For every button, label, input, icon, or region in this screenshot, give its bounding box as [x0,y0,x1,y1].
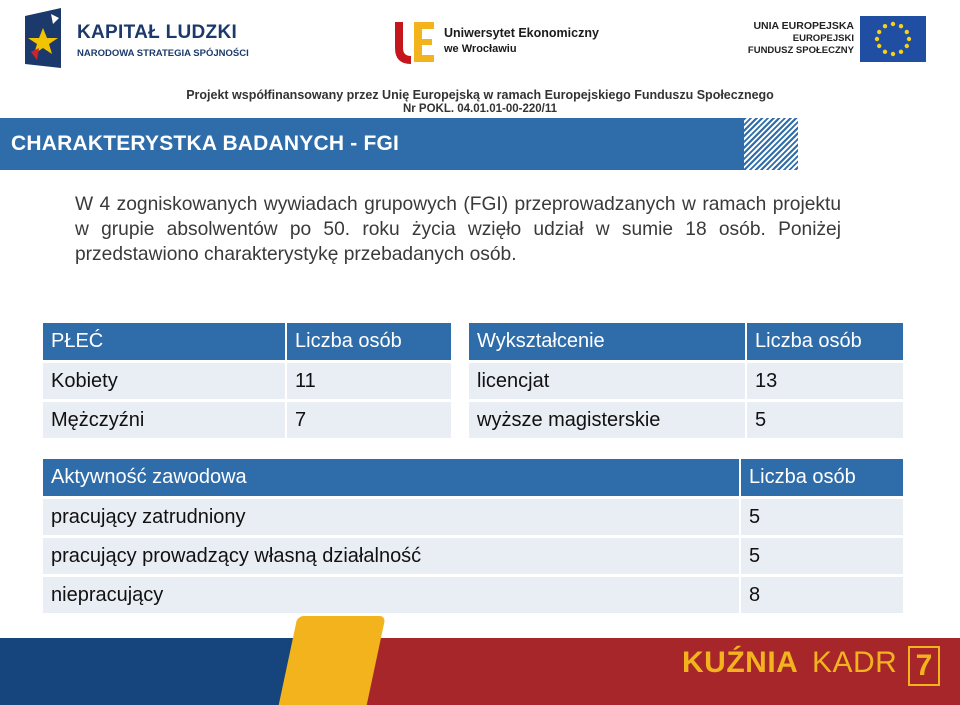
eu-flag-icon [860,16,926,62]
table-header-row [43,323,451,360]
ue-logo-icon [392,18,436,64]
row-value: 13 [745,362,903,399]
page-number: 7 [908,646,940,686]
footer-navy-block [0,638,300,705]
row-label: Mężczyźni [43,401,285,438]
eu-text [748,20,854,58]
eu-fund-label-2: FUNDUSZ SPOŁECZNY [747,45,854,56]
eu-fund-label-1: EUROPEJSKI [792,32,854,44]
kapital-ludzki-subtitle: NARODOWA STRATEGIA SPÓJNOŚCI [77,48,249,59]
title-bar [0,118,960,170]
eu-union-label: UNIA EUROPEJSKA [753,20,854,32]
brand-name-bold: KUŹNIA [682,646,799,679]
row-value: 5 [739,537,903,574]
row-value: 5 [739,498,903,535]
row-value: 8 [739,576,903,613]
row-label: pracujący zatrudniony [43,498,739,535]
row-value: 5 [745,401,903,438]
kapital-ludzki-logo [25,8,255,74]
slide-title: CHARAKTERYSTKA BADANYCH - FGI [11,132,400,155]
university-city: we Wrocławiu [444,43,517,55]
work-activity-table [43,457,903,615]
kapital-ludzki-star-icon [25,8,67,70]
row-label: wyższe magisterskie [469,401,745,438]
row-label: Kobiety [43,362,285,399]
table-row [469,401,903,438]
table-header-row [469,323,903,360]
table-row [43,537,903,574]
row-value: 7 [285,401,451,438]
brand-name-light: KADR [812,646,898,679]
table-row [43,576,903,613]
kapital-ludzki-title: KAPITAŁ LUDZKI [77,22,238,43]
university-logo [392,18,599,66]
project-funding-line: Projekt współfinansowany przez Unię Europejską w ramach Europejskiego Funduszu Społecznego [186,88,774,102]
table-header-row [43,459,903,496]
title-bar-hatch-decoration [744,118,798,170]
intro-paragraph: W 4 zogniskowanych wywiadach grupowych (FGI) przeprowadzanych w ramach projektu w grupie absolwentów po 50. roku życia wzięło udział w sumie 18 osób. Poniżej przedstawiono charakterystykę przebadanych osób. [75,194,841,265]
table-row [43,362,451,399]
row-label: niepracujący [43,576,739,613]
row-label: pracujący prowadzący własną działalność [43,537,739,574]
header-work-activity: Aktywność zawodowa [43,459,739,496]
header-count: Liczba osób [745,323,903,360]
footer-band [0,630,960,705]
university-name: Uniwersytet Ekonomiczny [444,26,599,40]
eu-logo [730,14,930,66]
footer-yellow-tab [276,616,385,705]
table-row [43,401,451,438]
education-table [469,321,903,440]
gender-table [43,321,451,440]
row-label: licencjat [469,362,745,399]
row-value: 11 [285,362,451,399]
table-row [469,362,903,399]
header-education: Wykształcenie [469,323,745,360]
header-count: Liczba osób [739,459,903,496]
project-number: Nr POKL. 04.01.01-00-220/11 [402,103,558,115]
table-row [43,498,903,535]
header-gender: PŁEĆ [43,323,285,360]
header-count: Liczba osób [285,323,451,360]
